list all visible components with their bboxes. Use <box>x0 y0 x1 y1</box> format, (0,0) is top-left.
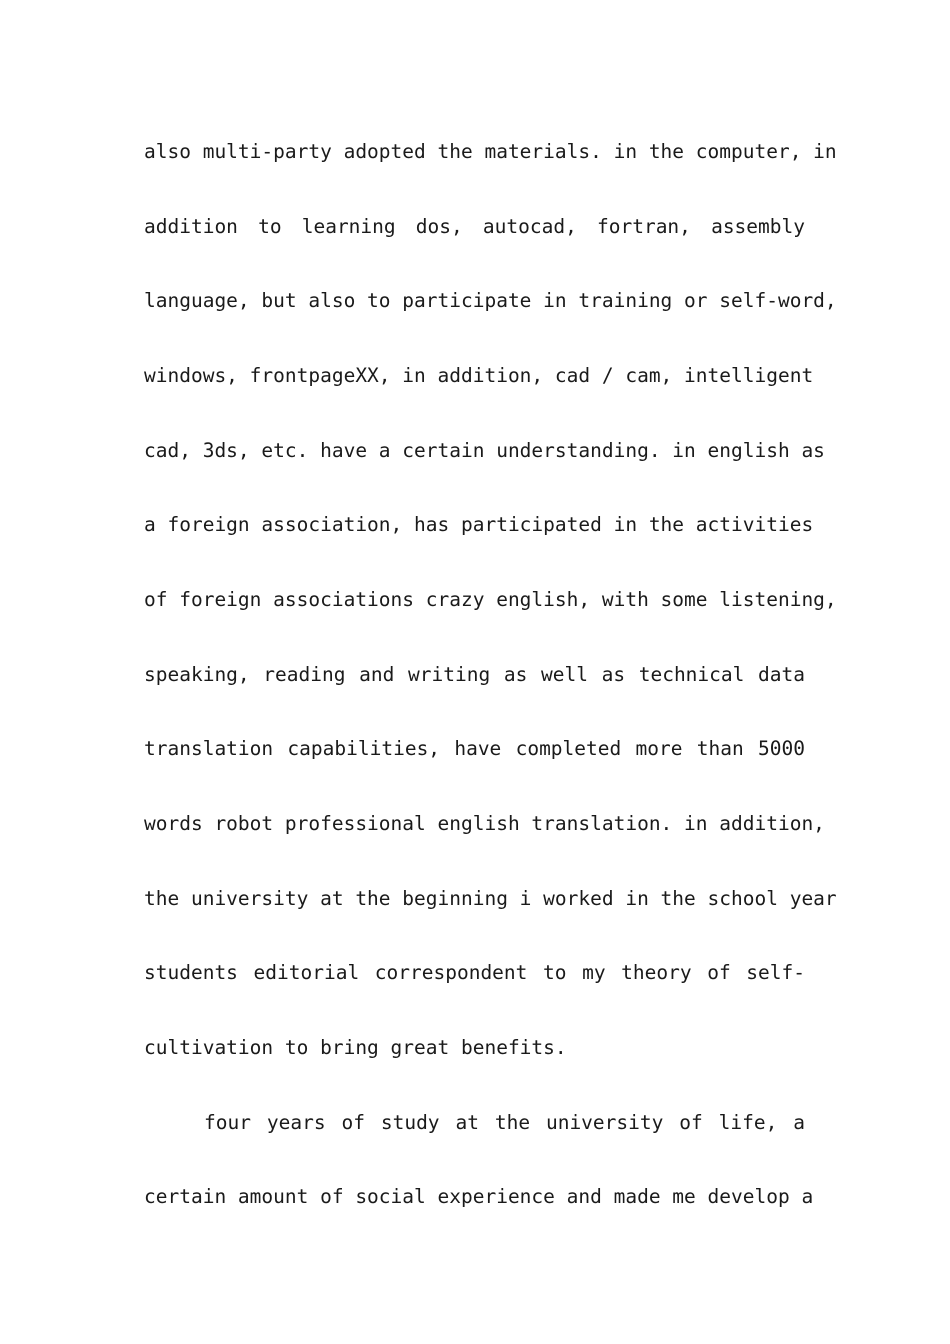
text-line-8: speaking, reading and writing as well as technical data <box>144 663 805 686</box>
text-line-10: words robot professional english translation. in addition, <box>144 812 825 835</box>
text-line-12: students editorial correspondent to my theory of self- <box>144 961 805 984</box>
text-line-13: cultivation to bring great benefits. <box>144 1036 567 1059</box>
text-line-3: language, but also to participate in training or self-word, <box>144 289 837 312</box>
text-line-7: of foreign associations crazy english, with some listening, <box>144 588 837 611</box>
text-line-9: translation capabilities, have completed more than 5000 <box>144 737 805 760</box>
text-line-2: addition to learning dos, autocad, fortran, assembly <box>144 215 805 238</box>
text-line-6: a foreign association, has participated in the activities <box>144 513 814 536</box>
text-line-11: the university at the beginning i worked in the school year <box>144 887 837 910</box>
text-line-5: cad, 3ds, etc. have a certain understanding. in english as <box>144 439 825 462</box>
paragraph-start-line: four years of study at the university of life, a <box>204 1111 805 1134</box>
text-line-4: windows, frontpageXX, in addition, cad / cam, intelligent <box>144 364 814 387</box>
text-line-1: also multi-party adopted the materials. in the computer, in <box>144 140 837 163</box>
text-line-15: certain amount of social experience and made me develop a <box>144 1185 814 1208</box>
